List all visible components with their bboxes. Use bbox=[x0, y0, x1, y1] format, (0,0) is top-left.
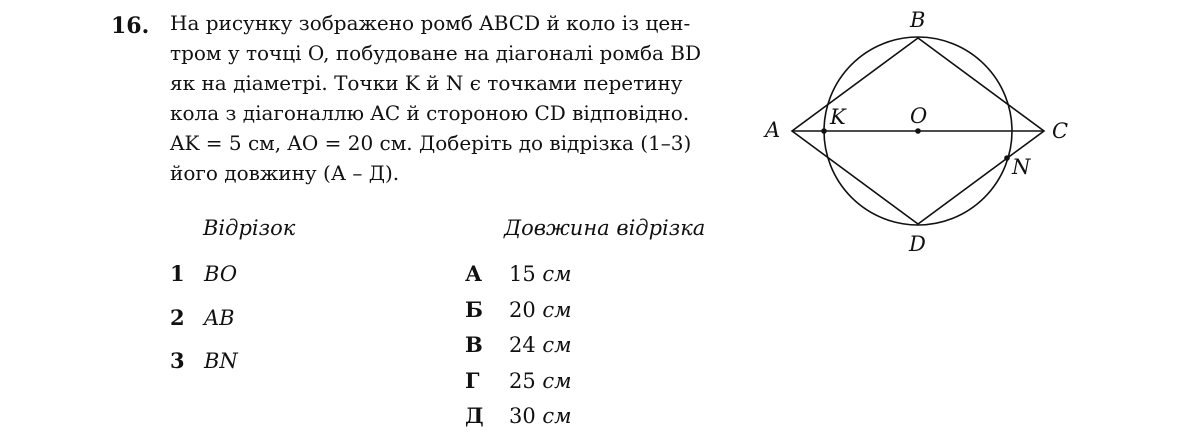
point-n bbox=[1004, 155, 1010, 161]
option-value: 25 bbox=[509, 369, 536, 393]
segment-index: 3 bbox=[170, 348, 185, 373]
segment-row-2 bbox=[170, 305, 235, 330]
segment-column-header: Відрізок bbox=[203, 216, 296, 240]
option-unit: см bbox=[542, 404, 572, 428]
segment-row-3 bbox=[170, 348, 238, 373]
option-unit: см bbox=[542, 333, 572, 357]
problem-text bbox=[170, 8, 750, 188]
option-letter: Г bbox=[465, 368, 480, 393]
rhombus-circle-figure bbox=[760, 0, 1090, 270]
option-unit: см bbox=[542, 298, 572, 322]
problem-number: 16. bbox=[111, 13, 150, 39]
option-value: 30 bbox=[509, 404, 536, 428]
option-v bbox=[465, 332, 572, 357]
option-letter: В bbox=[465, 332, 483, 357]
problem-line: кола з діагоналлю AC й стороною CD відповідно. bbox=[170, 101, 690, 125]
label-b: B bbox=[910, 8, 926, 32]
option-value: 15 bbox=[509, 262, 536, 286]
problem-line: його довжину (А – Д). bbox=[170, 161, 400, 185]
length-column-header: Довжина відрізка bbox=[504, 216, 706, 240]
problem-line: як на діаметрі. Точки K й N є точками перетину bbox=[170, 71, 683, 95]
label-c: C bbox=[1052, 119, 1069, 143]
problem-line: AK = 5 см, AO = 20 см. Доберіть до відрізка (1–3) bbox=[170, 131, 692, 155]
option-letter: А bbox=[465, 261, 483, 286]
point-k bbox=[821, 128, 827, 134]
option-unit: см bbox=[542, 369, 572, 393]
segment-name: BO bbox=[204, 262, 238, 286]
segment-name: BN bbox=[204, 349, 238, 373]
point-o bbox=[915, 128, 921, 134]
option-letter: Д bbox=[465, 403, 484, 428]
option-b bbox=[465, 297, 572, 322]
segment-index: 1 bbox=[170, 261, 185, 286]
label-d: D bbox=[909, 232, 926, 256]
option-unit: см bbox=[542, 262, 572, 286]
segment-name: AB bbox=[204, 306, 235, 330]
label-n: N bbox=[1012, 155, 1031, 179]
option-a bbox=[465, 261, 572, 286]
option-value: 24 bbox=[509, 333, 536, 357]
option-letter: Б bbox=[465, 297, 483, 322]
label-a: A bbox=[765, 118, 781, 142]
problem-line: тром у точці O, побудоване на діагоналі ромба BD bbox=[170, 41, 702, 65]
label-o: O bbox=[910, 104, 928, 128]
segment-row-1 bbox=[170, 261, 237, 286]
option-d bbox=[465, 403, 572, 428]
option-value: 20 bbox=[509, 298, 536, 322]
label-k: K bbox=[830, 105, 846, 129]
option-g bbox=[465, 368, 572, 393]
segment-index: 2 bbox=[170, 305, 185, 330]
problem-line: На рисунку зображено ромб ABCD й коло із цен- bbox=[170, 11, 691, 35]
